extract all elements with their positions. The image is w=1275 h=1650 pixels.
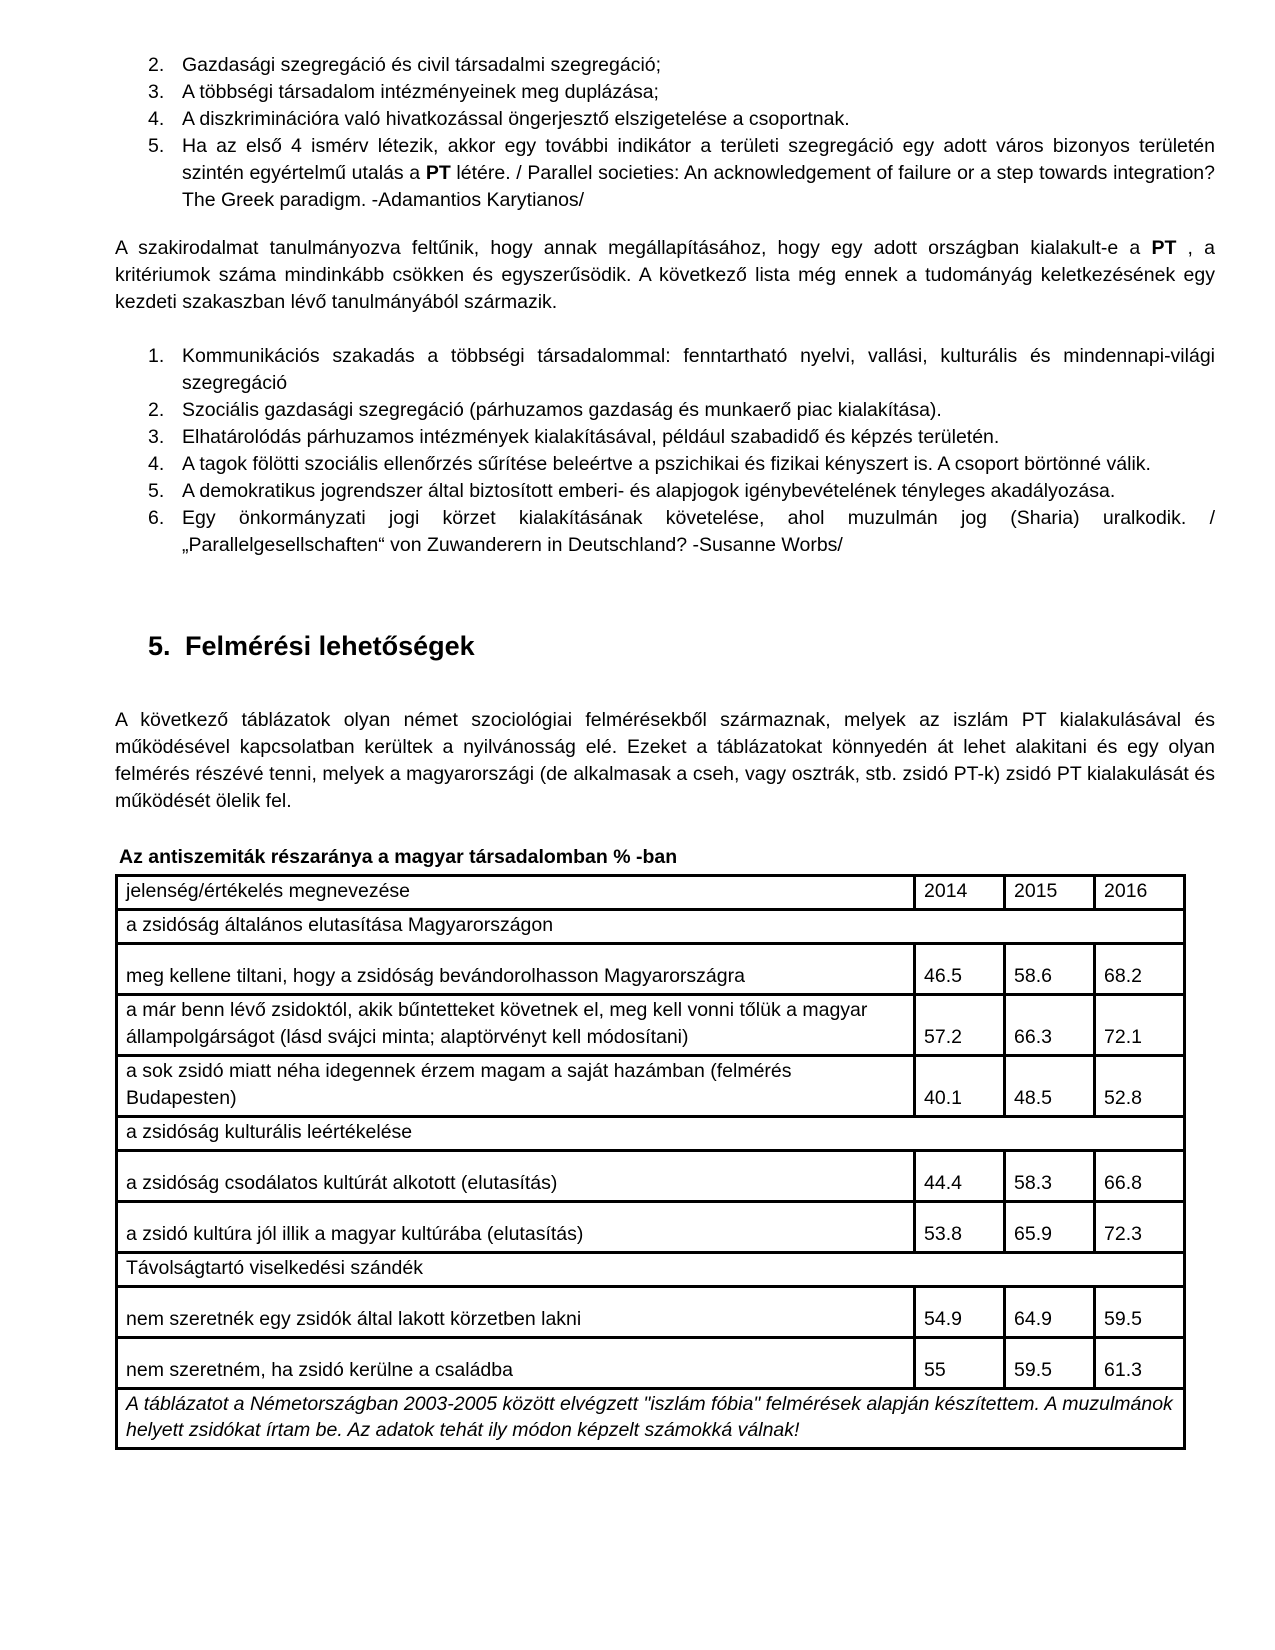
list-number: 5. [148,134,165,157]
list-number: 4. [148,452,165,475]
list-item-text [182,79,1215,106]
year-cell-2014: 2014 [915,876,1005,910]
list-item-text [182,451,1215,478]
value-cell: 66.8 [1095,1150,1185,1201]
list-item [148,478,1215,505]
text-run: A demokratikus jogrendszer által biztosított emberi- és alapjogok igénybevételének tényleges akadályozása. [182,479,1116,502]
text-run: A diszkriminációra való hivatkozással öngerjesztő elszigetelése a csoportnak. [182,107,850,130]
value-cell: 72.1 [1095,995,1185,1056]
value-cell: 54.9 [915,1286,1005,1337]
table-data-row [117,1337,1185,1388]
value-cell: 57.2 [915,995,1005,1056]
table-header-row [117,876,1185,910]
list-item-text [182,505,1215,559]
list-item [148,451,1215,478]
value-cell: 52.8 [1095,1055,1185,1116]
list-number: 4. [148,107,165,130]
bold-term: PT [1151,237,1177,260]
value-cell: 53.8 [915,1201,1005,1252]
note-cell: A táblázatot a Németországban 2003-2005 között elvégzett "iszlám fóbia" felmérések alapján készítettem. A muzulmánok helyett zsidókat írtam be. Az adatok tehát ily módon képzelt számokká válnak! [117,1388,1185,1449]
value-cell: 66.3 [1005,995,1095,1056]
section-label-cell: a zsidóság kulturális leértékelése [117,1116,1185,1150]
list-item [148,505,1215,559]
row-label-cell: a zsidó kultúra jól illik a magyar kultúrába (elutasítás) [117,1201,915,1252]
year-cell-2015: 2015 [1005,876,1095,910]
value-cell: 40.1 [915,1055,1005,1116]
value-cell: 58.6 [1005,944,1095,995]
heading-number: 5. [148,631,171,662]
paragraph-tables-intro [115,707,1215,815]
text-run: létére. / Parallel societies: An acknowledgement of failure or a step towards integration? The Greek paradigm. -Adamantios Karytianos/ [182,161,1215,211]
list-item [148,424,1215,451]
value-cell: 44.4 [915,1150,1005,1201]
list-number: 2. [148,398,165,421]
text-run: A tagok fölötti szociális ellenőrzés sűrítése beleértve a pszichikai és fizikai kényszert is. A csoport börtönné válik. [182,452,1151,475]
bold-term: PT [425,161,451,184]
list-number: 3. [148,425,165,448]
text-run: Kommunikációs szakadás a többségi társadalommal: fenntartható nyelvi, vallási, kulturális és mindennapi-világi szegregáció [182,345,1215,395]
paragraph-literature [115,235,1215,316]
row-label-cell: a zsidóság csodálatos kultúrát alkotott (elutasítás) [117,1150,915,1201]
list-item [148,133,1215,214]
text-run: A szakirodalmat tanulmányozva feltűnik, hogy annak megállapításához, hogy egy adott országban kialakult-e a [115,237,1152,260]
list-item [148,52,1215,79]
ordered-list-criteria-b [115,343,1215,558]
text-run: Elhatárolódás párhuzamos intézmények kialakításával, például szabadidő és képzés területén. [182,425,1000,448]
table-section-row [117,1116,1185,1150]
text-run: A többségi társadalom intézményeinek meg duplázása; [182,80,659,103]
header-label-cell: jelenség/értékelés megnevezése [117,876,915,910]
value-cell: 59.5 [1005,1337,1095,1388]
ordered-list-criteria-a [115,52,1215,213]
row-label-cell: nem szeretnék egy zsidók által lakott körzetben lakni [117,1286,915,1337]
text-run: A következő táblázatok olyan német szociológiai felmérésekből származnak, melyek az iszlám PT kialakulásával és működésével kapcsolatban kerültek a nyilvánosság elé. Ezeket a táblázatokat könnyedén át lehet alakitani és egy olyan felmérés részévé tenni, melyek a magyarországi (de alkalmasak a cseh, vagy osztrák, stb. zsidó PT-k) zsidó PT kialakulását és működését ölelik fel. [115,708,1215,812]
table-data-row [117,1286,1185,1337]
table-title: Az antiszemiták részaránya a magyar társadalomban % -ban [119,846,678,869]
value-cell: 55 [915,1337,1005,1388]
value-cell: 72.3 [1095,1201,1185,1252]
table-data-row [117,944,1185,995]
list-item [148,79,1215,106]
row-label-cell: a sok zsidó miatt néha idegennek érzem magam a saját hazámban (felmérés Budapesten) [117,1055,915,1116]
text-run: Egy önkormányzati jogi körzet kialakításának követelése, ahol muzulmán jog (Sharia) uralkodik. /„Parallelgesellschaften“ von Zuwanderern in Deutschland? -Susanne Worbs/ [182,506,1215,556]
survey-table [115,874,1186,1450]
list-item-text [182,52,1215,79]
row-label-cell: nem szeretném, ha zsidó kerülne a családba [117,1337,915,1388]
row-label-cell: meg kellene tiltani, hogy a zsidóság bevándorolhasson Magyarországra [117,944,915,995]
text-run: Ha az első 4 ismérv létezik, akkor egy további indikátor a területi szegregáció egy adott város bizonyos területén szintén egyértelmű utalás a [182,134,1215,184]
value-cell: 48.5 [1005,1055,1095,1116]
list-number: 3. [148,80,165,103]
table-section-row [117,1252,1185,1286]
list-number: 1. [148,345,165,368]
list-item [148,397,1215,424]
list-number: 5. [148,479,165,502]
value-cell: 65.9 [1005,1201,1095,1252]
section-label-cell: a zsidóság általános elutasítása Magyarországon [117,910,1185,944]
list-item-text [182,397,1215,424]
section-label-cell: Távolságtartó viselkedési szándék [117,1252,1185,1286]
section-heading [148,630,1215,662]
table-section-row [117,910,1185,944]
table-data-row [117,995,1185,1056]
value-cell: 58.3 [1005,1150,1095,1201]
list-item-text [182,478,1215,505]
list-item-text [182,133,1215,214]
value-cell: 59.5 [1095,1286,1185,1337]
list-number: 6. [148,506,165,529]
list-item-text [182,343,1215,397]
table-data-row [117,1201,1185,1252]
value-cell: 46.5 [915,944,1005,995]
table-data-row [117,1150,1185,1201]
row-label-cell: a már benn lévő zsidoktól, akik bűntetteket követnek el, meg kell vonni tőlük a magyar állampolgárságot (lásd svájci minta; alaptörvényt kell módosítani) [117,995,915,1056]
value-cell: 64.9 [1005,1286,1095,1337]
text-run: Szociális gazdasági szegregáció (párhuzamos gazdaság és munkaerő piac kialakítása). [182,398,942,421]
list-item-text [182,424,1215,451]
year-cell-2016: 2016 [1095,876,1185,910]
text-run: Gazdasági szegregáció és civil társadalmi szegregáció; [182,54,662,76]
text-run: , a kritériumok száma mindinkább csökken és egyszerűsödik. A következő lista még ennek a tudományág keletkezésének egy kezdeti szakaszban lévő tanulmányából származik. [115,237,1215,314]
value-cell: 61.3 [1095,1337,1185,1388]
list-item [148,106,1215,133]
heading-text: Felmérési lehetőségek [185,631,475,662]
list-item [148,343,1215,397]
table-data-row [117,1055,1185,1116]
list-number: 2. [148,54,165,76]
table-note-row [117,1388,1185,1449]
list-item-text [182,106,1215,133]
value-cell: 68.2 [1095,944,1185,995]
